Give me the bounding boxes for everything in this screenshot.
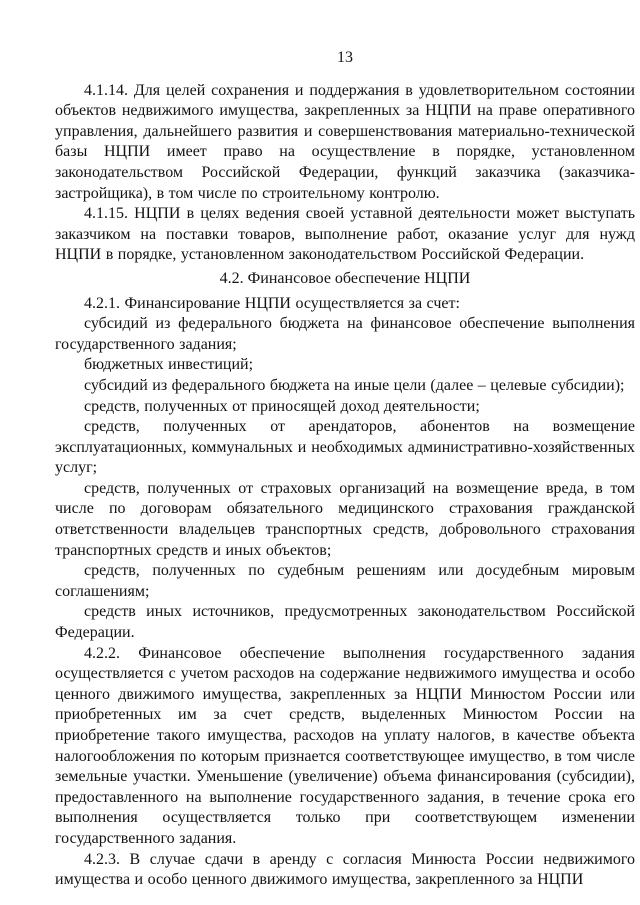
paragraph-4-2-1-item-8: средств иных источников, предусмотренных законодательством Российской Федерации. [55,603,635,642]
paragraph-4-2-1-item-4: средств, полученных от приносящей доход деятельности; [84,397,480,415]
page-number: 13 [337,49,353,66]
paragraph-4-2-3: 4.2.3. В случае сдачи в аренду с согласия Минюста России недвижимого имущества и особо ценного движимого имущества, закрепленного за НЦПИ [55,850,635,889]
paragraph-4-2-1-item-6: средств, полученных от страховых организаций на возмещение вреда, в том числе по договорам обязательного медицинского страхования гражданской ответственности владельцев транспортных средств, добровольного страхования транспортных средств и иных объектов; [55,479,635,559]
paragraph-4-2-1: 4.2.1. Финансирование НЦПИ осуществляется за счет: [84,294,460,312]
paragraph-4-2-1-item-2: бюджетных инвестиций; [84,356,254,374]
paragraph-4-2-1-item-1: субсидий из федерального бюджета на финансовое обеспечение выполнения государственного задания; [55,315,635,353]
paragraph-4-2-1-item-3: субсидий из федерального бюджета на иные цели (далее – целевые субсидии); [84,376,625,394]
paragraph-4-2-2: 4.2.2. Финансовое обеспечение выполнения государственного задания осуществляется с учетом расходов на содержание недвижимого имущества и особо ценного движимого имущества, закрепленных за НЦПИ Минюстом России или приобретенных им за счет средств, выделенных Минюстом России на приобретение такого имущества, расходов на уплату налогов, в качестве объекта налогообложения по которым признается соответствующее имущество, в том числе земельные участки. Уменьшение (увеличение) объема финансирования (субсидии), предоставленного на выполнение государственного задания, в течение срока его выполнения осуществляется только при соответствующем изменении государственного задания. [55,644,635,847]
paragraph-4-1-14: 4.1.14. Для целей сохранения и поддержания в удовлетворительном состоянии объектов недвижимого имущества, закрепленных за НЦПИ на праве оперативного управления, дальнейшего развития и совершенствования материально-технической базы НЦПИ имеет право на осуществление в порядке, установленном законодательством Российской Федерации, функций заказчика (заказчика-застройщика), в том числе по строительному контролю. [55,81,635,202]
paragraph-4-2-1-item-5: средств, полученных от арендаторов, абонентов на возмещение эксплуатационных, коммунальных и необходимых административно-хозяйственных услуг; [55,418,635,477]
paragraph-4-2-1-item-7: средств, полученных по судебным решениям или досудебным мировым соглашениям; [55,562,635,600]
section-heading-4-2: 4.2. Финансовое обеспечение НЦПИ [219,269,471,287]
paragraph-4-1-15: 4.1.15. НЦПИ в целях ведения своей уставной деятельности может выступать заказчиком на поставки товаров, выполнение работ, оказание услуг для нужд НЦПИ в порядке, установленном законодательством Российской Федерации. [55,205,635,264]
document-content [55,48,635,891]
